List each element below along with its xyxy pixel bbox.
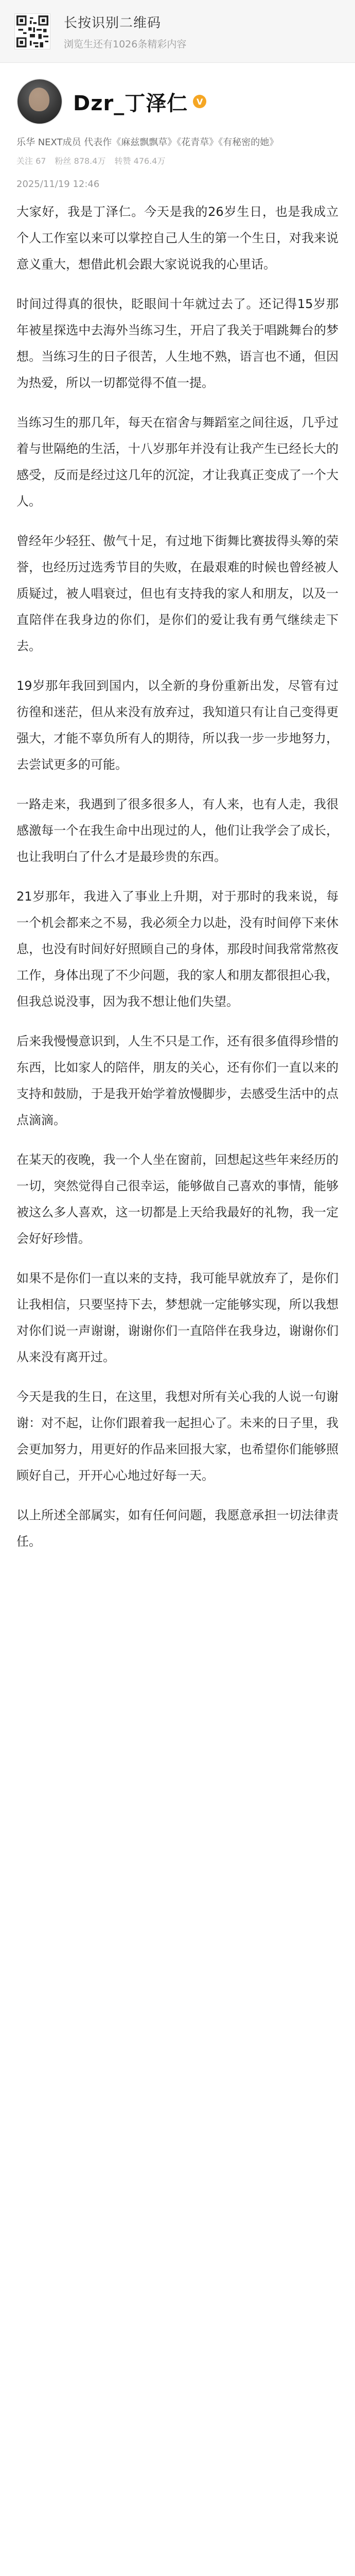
post-paragraph: 一路走来，我遇到了很多很多人，有人来，也有人走，我很感激每一个在我生命中出现过的人，他们让我学会了成长，也让我明白了什么才是最珍贵的东西。 [16, 797, 339, 864]
qr-header-title: 长按识别二维码 [64, 15, 162, 31]
following-count: 关注 67 [16, 156, 46, 166]
post-paragraph: 当练习生的那几年，每天在宿舍与舞蹈室之间往返，几乎过着与世隔绝的生活，十八岁那年并没有让我产生已经长大的感受，反而是经过这几年的沉淀，才让我真正变成了一个大人。 [16, 415, 339, 509]
post-paragraph: 在某天的夜晚，我一个人坐在窗前，回想起这些年来经历的一切，突然觉得自己很幸运，能够做自己喜欢的事情，能够被这么多人喜欢，这一切都是上天给我最好的礼物，我一定会好好珍惜。 [16, 1153, 339, 1246]
profile-stats [16, 155, 339, 166]
user-name[interactable]: Dzr_丁泽仁 [73, 91, 188, 115]
post-paragraph: 如果不是你们一直以来的支持，我可能早就放弃了，是你们让我相信，只要坚持下去，梦想就一定能够实现，所以我想对你们说一声谢谢，谢谢你们一直陪伴在我身边，谢谢你们从来没有离开过。 [16, 1271, 339, 1364]
verified-badge-icon: V [193, 95, 206, 108]
post-paragraph: 19岁那年我回到国内，以全新的身份重新出发，尽管有过彷徨和迷茫，但从来没有放弃过，我知道只有让自己变得更强大，才能不辜负所有人的期待，所以我一步一步地努力，去尝试更多的可能。 [16, 679, 339, 772]
profile-bio: 乐华 NEXT成员 代表作《麻兹飘飘草》《花青草》《有秘密的她》 [16, 137, 279, 148]
post-paragraph: 后来我慢慢意识到，人生不只是工作，还有很多值得珍惜的东西，比如家人的陪伴，朋友的关心，还有你们一直以来的支持和鼓励，于是我开始学着放慢脚步，去感受生活中的点点滴滴。 [16, 1034, 339, 1127]
likes-count: 转赞 476.4万 [114, 156, 166, 166]
post-paragraph: 时间过得真的很快，眨眼间十年就过去了。还记得15岁那年被星探选中去海外当练习生，开启了我关于唱跳舞台的梦想。当练习生的日子很苦，人生地不熟，语言也不通，但因为热爱，所以一切都觉得不值一提。 [16, 297, 339, 390]
qr-header-subtitle: 浏览生还有1026条精彩内容 [64, 38, 187, 50]
qr-code-icon[interactable] [14, 13, 50, 49]
post-paragraph: 以上所述全部属实，如有任何问题，我愿意承担一切法律责任。 [16, 1508, 339, 1549]
post-body [0, 174, 355, 1555]
post-paragraph: 大家好，我是丁泽仁。今天是我的26岁生日，也是我成立个人工作室以来可以掌控自己人生的第一个生日，对我来说意义重大，想借此机会跟大家说说我的心里话。 [16, 205, 339, 272]
follower-count: 粉丝 878.4万 [55, 156, 106, 166]
post-paragraph: 曾经年少轻狂、傲气十足，有过地下街舞比赛拔得头筹的荣誉，也经历过选秀节目的失败，在最艰难的时候也曾经被人质疑过，被人唱衰过，但也有支持我的家人和朋友，以及一直陪伴在我身边的你们，是你们的爱让我有勇气继续走下去。 [16, 534, 339, 653]
post-text [16, 199, 339, 1555]
post-date: 2025/11/19 12:46 [16, 179, 100, 190]
avatar[interactable] [16, 78, 63, 125]
post-paragraph: 今天是我的生日，在这里，我想对所有关心我的人说一句谢谢：对不起，让你们跟着我一起担心了。未来的日子里，我会更加努力，用更好的作品来回报大家，也希望你们能够照顾好自己，开开心心地过好每一天。 [16, 1389, 339, 1483]
profile-section [0, 63, 355, 174]
qr-header-banner[interactable] [0, 0, 355, 63]
post-paragraph: 21岁那年，我进入了事业上升期，对于那时的我来说，每一个机会都来之不易，我必须全力以赴，没有时间停下来休息，也没有时间好好照顾自己的身体，那段时间我常常熬夜工作，身体出现了不少问题，我的家人和朋友都很担心我，但我总说没事，因为我不想让他们失望。 [16, 889, 339, 1009]
